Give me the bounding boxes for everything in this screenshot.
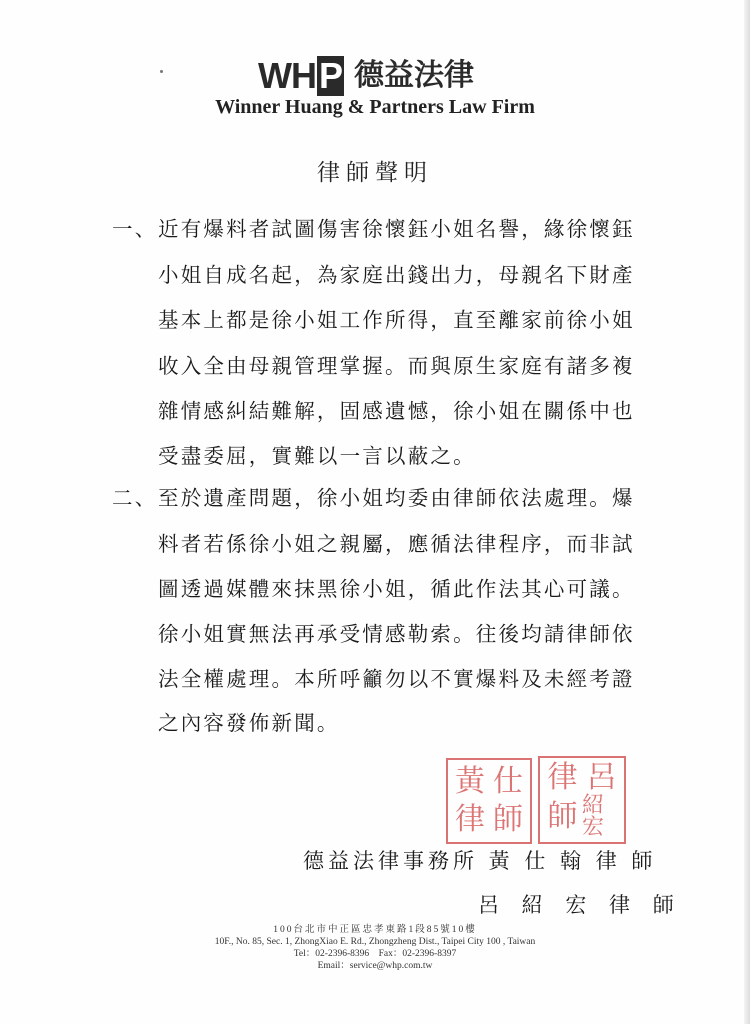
logo-chinese-name: 德益法律 xyxy=(354,58,474,93)
document-title: 律師聲明 xyxy=(317,160,433,186)
seal-stamp-lu: 律 呂 師 紹宏 xyxy=(538,756,626,844)
logo-mark: WHP xyxy=(258,55,342,96)
letter-page: WHP 德益法律 Winner Huang & Partners Law Firm 律師聲明 一、 近有爆料者試圖傷害徐懷鈺小姐名譽，緣徐懷鈺 小姐自成名起，為家庭出錢出力，母親名下財產 基本上都是徐小姐工作所得，直至離家前徐小姐 收入全由母親管理掌握。而與原生家庭有諸多複 雜情感糾結難解，固感遺憾，徐小姐在關係中也 受盡委屈，實難以一言以蔽之。 二、 至於遺產問題，徐小姐均委由律師依法處理。爆 料者若係徐小姐之親屬，應循法律程序，而非試 圖透過媒體來抹黑徐小姐，循此作法其心可議。 徐小姐實無法再承受情感勒索。往後均請律師依 法全權處理。本所呼籲勿以不實爆料及未經考證 之內容發佈新聞。 黃 仕 律 師 律 呂 師 紹宏 德益法律事務所 黃 仕 翰 律 師 呂 紹 宏 律 師 100台北市中正區忠孝東路1段85號10樓 10F., No. 85, Sec. 1, ZhongXiao E. Rd., Zhongzheng Dist., Taipei City 100 , Taiwan Tel：02-2396-8396 Fax：02-2396-8397 Email：service@whp.com.tw xyxy=(0,0,750,1024)
signature-lawyer-lu: 呂 紹 宏 律 師 xyxy=(478,893,682,917)
footer-email: Email：service@whp.com.tw xyxy=(317,961,433,971)
firm-logo xyxy=(258,56,474,96)
scan-speck xyxy=(160,70,163,73)
footer-address-english: 10F., No. 85, Sec. 1, ZhongXiao E. Rd., Zhongzheng Dist., Taipei City 100 , Taiwan xyxy=(214,937,536,947)
footer-phone-fax: Tel：02-2396-8396 Fax：02-2396-8397 xyxy=(293,949,457,959)
signature-firm-lawyer-huang: 德益法律事務所 黃 仕 翰 律 師 xyxy=(303,849,657,873)
seal-stamp-huang: 黃 仕 律 師 xyxy=(446,758,532,844)
firm-name-english: Winner Huang & Partners Law Firm xyxy=(215,96,535,118)
footer-address-chinese: 100台北市中正區忠孝東路1段85號10樓 xyxy=(273,925,477,935)
letterhead-footer xyxy=(0,924,750,972)
